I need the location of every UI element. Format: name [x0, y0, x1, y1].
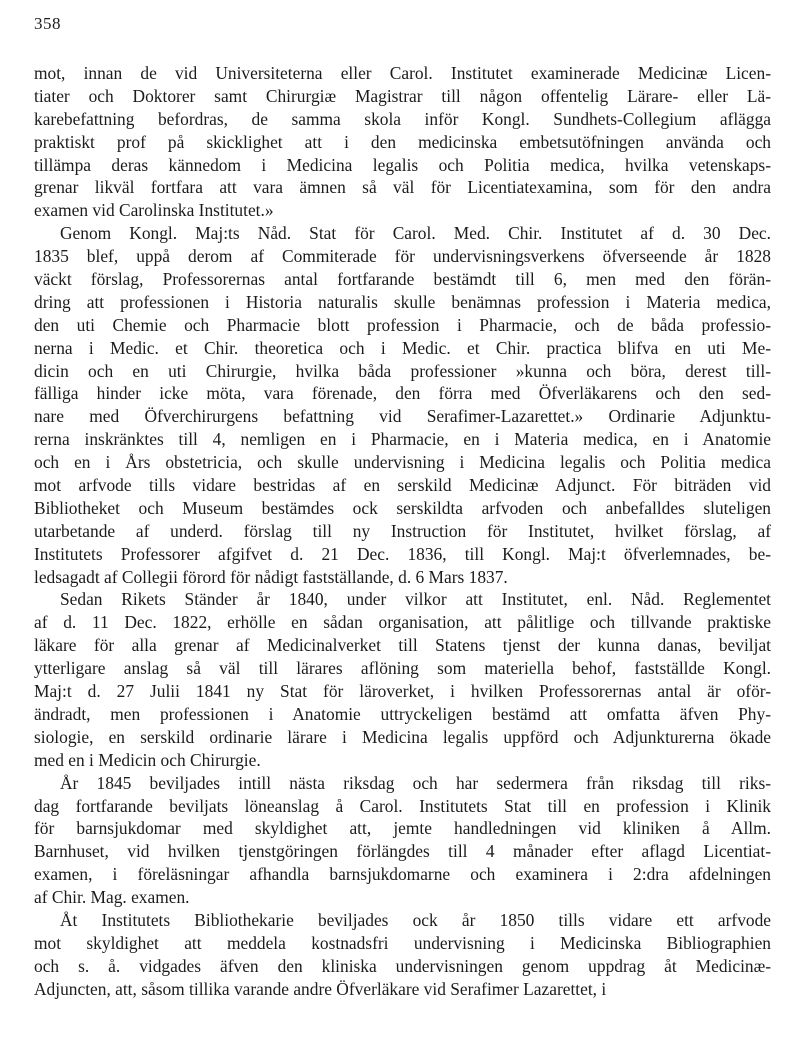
- text-line: Adjuncten, att, såsom tillika varande andre Öfverläkare vid Serafimer Lazarettet, i: [34, 978, 607, 999]
- text-line: examen vid Carolinska Institutet.»: [34, 200, 274, 221]
- text-line: mot, innan de vid Universiteterna eller Carol. Institutet examinerade Medicinæ Licen-: [34, 63, 771, 83]
- page-number: 358: [34, 14, 61, 33]
- text-line: År 1845 beviljades intill nästa riksdag och har sedermera från riksdag till riks-: [60, 772, 771, 793]
- text-line: mot skyldighet att meddela kostnadsfri undervisning i Medicinska Bibliographien: [34, 932, 771, 953]
- text-line: och s. å. vidgades äfven den kliniska undervisningen genom uppdrag åt Medicinæ-: [34, 955, 771, 976]
- text-line: dicin och en uti Chirurgie, hvilka båda professioner »kunna och böra, derest till-: [34, 360, 771, 381]
- text-line: af Chir. Mag. examen.: [34, 887, 190, 908]
- text-line: examen, i föreläsningar afhandla barnsjukdomarne och examinera i 2:dra afdelningen: [34, 864, 771, 885]
- text-line: siologie, en serskild ordinarie lärare i Medicina legalis uppförd och Adjunkturerna ökade: [34, 726, 771, 747]
- text-line: för barnsjukdomar med skyldighet att, jemte handledningen vid kliniken å Allm.: [34, 818, 771, 839]
- text-line: Institutets Professorer afgifvet d. 21 Dec. 1836, till Kongl. Maj:t öfverlemnades, be-: [34, 543, 771, 564]
- text-line: Maj:t d. 27 Julii 1841 ny Stat för läroverket, i hvilken Professorernas antal är oför-: [34, 681, 771, 702]
- text-line: dag fortfarande beviljats löneanslag å Carol. Institutets Stat till en profession i Klinik: [34, 795, 771, 816]
- text-line: Genom Kongl. Maj:ts Nåd. Stat för Carol. Med. Chir. Institutet af d. 30 Dec.: [60, 223, 771, 244]
- text-line: Bibliotheket och Museum bestämdes ock serskildta arfvoden och anbefalldes sluteligen: [34, 497, 771, 518]
- text-line: utarbetande af underd. förslag till ny Instruction för Institutet, hvilket förslag, af: [34, 520, 771, 541]
- text-line: den uti Chemie och Pharmacie blott profession i Pharmacie, och de båda professio-: [34, 314, 771, 335]
- text-line: grenar likväl fortfara att vara ämnen så väl för Licentiatexamina, som för den andra: [34, 177, 771, 198]
- text-line: med en i Medicin och Chirurgie.: [34, 749, 261, 770]
- body-text: [34, 62, 771, 1001]
- text-line: tillämpa deras kännedom i Medicina legalis och Politia medica, hvilka vetenskaps-: [34, 154, 771, 175]
- text-line: praktiskt prof på skicklighet att i den medicinska embetsutöfningen använda och: [34, 131, 771, 152]
- text-line: tiater och Doktorer samt Chirurgiæ Magistrar till någon offentelig Lärare- eller Lä-: [34, 85, 771, 106]
- text-line: nerna i Medic. et Chir. theoretica och i Medic. et Chir. practica blifva en uti Me-: [34, 337, 771, 358]
- text-line: ytterligare anslag så väl till lärares aflöning som materiella behof, fastställde Kongl.: [34, 658, 771, 679]
- text-line: Barnhuset, vid hvilken tjenstgöringen förlängdes till 4 månader efter aflagd Licentiat-: [34, 841, 771, 862]
- text-line: ledsagadt af Collegii förord för nådigt fastställande, d. 6 Mars 1837.: [34, 566, 508, 587]
- text-line: väckt förslag, Professorernas antal fortfarande bestämdt till 6, men med den förän-: [34, 269, 771, 290]
- text-line: 1835 blef, uppå derom af Commiterade för undervisningsverkens öfverseende år 1828: [34, 246, 771, 267]
- text-line: Sedan Rikets Ständer år 1840, under vilkor att Institutet, enl. Nåd. Reglementet: [60, 589, 771, 610]
- text-line: Åt Institutets Bibliothekarie beviljades ock år 1850 tills vidare ett arfvode: [60, 909, 771, 930]
- text-line: läkare för alla grenar af Medicinalverket till Statens tjenst der kunna danas, beviljat: [34, 635, 771, 656]
- text-line: och en i Års obstetricia, och skulle undervisning i Medicina legalis och Politia medica: [34, 452, 771, 473]
- text-line: dring att professionen i Historia naturalis skulle benämnas profession i Materia medica,: [34, 291, 771, 312]
- text-line: af d. 11 Dec. 1822, erhölle en sådan organisation, att pålitlige och tillvande praktiske: [34, 612, 771, 633]
- text-line: rerna inskränktes till 4, nemligen en i Pharmacie, en i Materia medica, en i Anatomie: [34, 429, 771, 450]
- text-line: fälliga hinder icke möta, vara förenade, den förra med Öfverläkarens och den sed-: [34, 383, 771, 404]
- text-line: mot arfvode tills vidare bestridas af en serskild Medicinæ Adjunct. För biträden vid: [34, 475, 771, 496]
- text-line: karebefattning befordras, de samma skola inför Kongl. Sundhets-Collegium aflägga: [34, 108, 771, 129]
- text-line: nare med Öfverchirurgens befattning vid Serafimer-Lazarettet.» Ordinarie Adjunktu-: [34, 406, 771, 427]
- text-line: ändradt, men professionen i Anatomie uttryckeligen bestämd att omfatta äfven Phy-: [34, 703, 771, 724]
